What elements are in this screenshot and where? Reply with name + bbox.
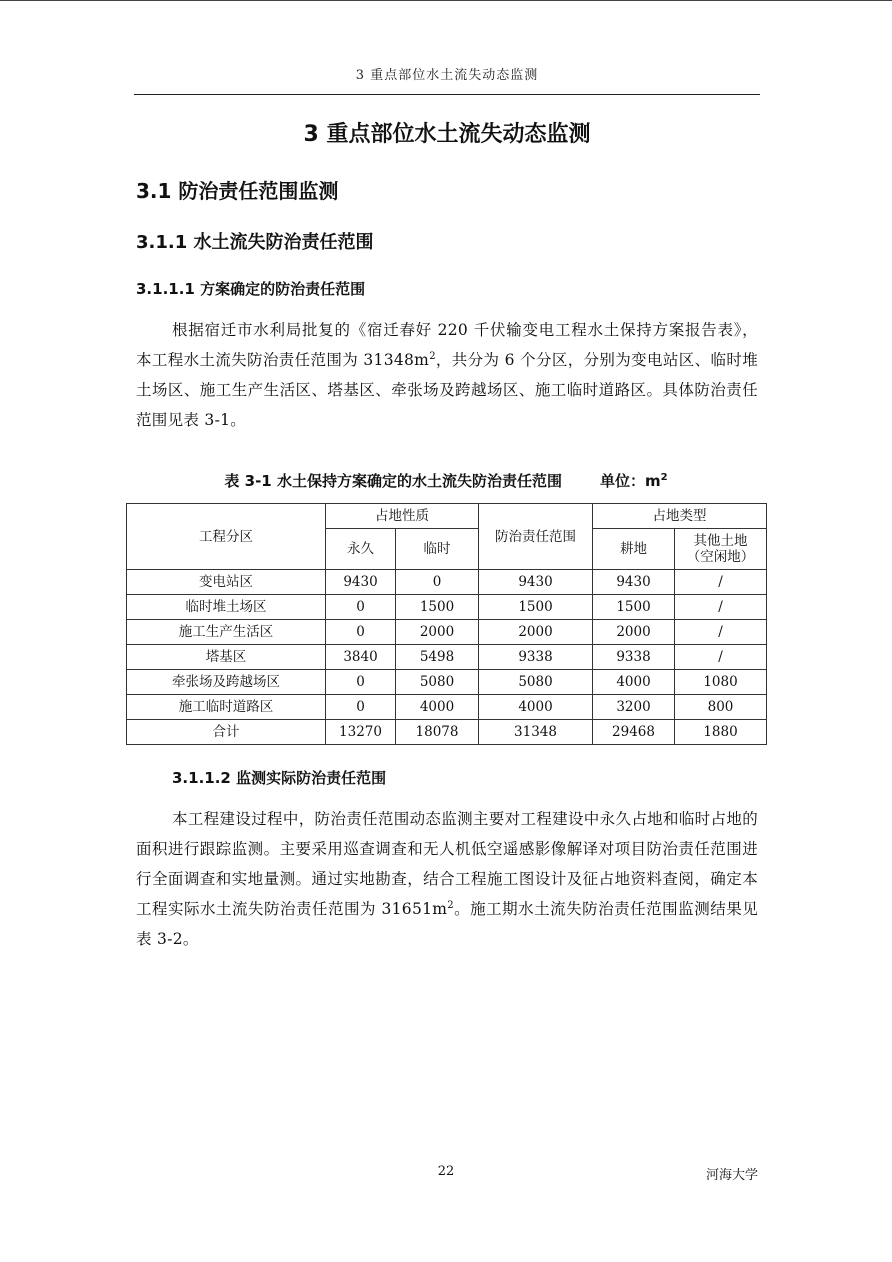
table-cell-temporary: 0 xyxy=(396,570,479,595)
table-cell-farmland: 9430 xyxy=(593,570,675,595)
table-cell-range: 31348 xyxy=(479,720,593,745)
table-cell-permanent: 3840 xyxy=(326,645,396,670)
header-temporary: 临时 xyxy=(396,529,479,570)
paragraph-1-text-b: ，共分为 6 个分区，分别为变电站区、临时堆土场区、施工生产生活区、塔基区、牵张场及跨越场区、施工临时道路区。具体防治责任范围见表 3-1。 xyxy=(136,351,758,429)
table-cell-range: 2000 xyxy=(479,620,593,645)
table-cell-zone: 施工临时道路区 xyxy=(127,695,326,720)
header-farmland: 耕地 xyxy=(593,529,675,570)
subsubsection-heading-1: 3.1.1.1 方案确定的防治责任范围 xyxy=(136,280,366,298)
table-row xyxy=(127,695,767,720)
page-top-border xyxy=(0,0,892,1)
subsubsection-heading-2: 3.1.1.2 监测实际防治责任范围 xyxy=(172,769,387,787)
table-cell-range: 9338 xyxy=(479,645,593,670)
table-caption-title: 表 3-1 水土保持方案确定的水土流失防治责任范围 xyxy=(224,472,562,490)
table-unit-label: 单位：m xyxy=(599,472,661,490)
superscript-2: 2 xyxy=(429,350,436,362)
table-row xyxy=(127,595,767,620)
table-cell-permanent: 0 xyxy=(326,595,396,620)
table-cell-other: 800 xyxy=(675,695,767,720)
table-cell-temporary: 18078 xyxy=(396,720,479,745)
footer-institution: 河海大学 xyxy=(705,1168,758,1183)
table-cell-temporary: 1500 xyxy=(396,595,479,620)
table-unit-sup: 2 xyxy=(660,472,668,483)
table-cell-zone: 塔基区 xyxy=(127,645,326,670)
table-row xyxy=(127,670,767,695)
table-row xyxy=(127,720,767,745)
table-cell-permanent: 0 xyxy=(326,670,396,695)
table-cell-other: / xyxy=(675,620,767,645)
table-cell-farmland: 4000 xyxy=(593,670,675,695)
table-cell-farmland: 29468 xyxy=(593,720,675,745)
paragraph-approved-range xyxy=(136,315,758,435)
table-cell-range: 1500 xyxy=(479,595,593,620)
table-cell-farmland: 9338 xyxy=(593,645,675,670)
superscript-2: 2 xyxy=(447,899,454,911)
header-permanent: 永久 xyxy=(326,529,396,570)
table-cell-other: / xyxy=(675,595,767,620)
table-cell-permanent: 0 xyxy=(326,695,396,720)
table-cell-farmland: 2000 xyxy=(593,620,675,645)
header-other-land-line2: （空闲地） xyxy=(686,549,755,565)
page-number: 22 xyxy=(437,1164,455,1179)
header-land-nature: 占地性质 xyxy=(326,504,479,529)
table-cell-zone: 临时堆土场区 xyxy=(127,595,326,620)
paragraph-2-text-b: 。施工期水土流失防治责任范围监测结果见表 3-2。 xyxy=(136,900,758,948)
table-cell-permanent: 0 xyxy=(326,620,396,645)
table-cell-zone: 合计 xyxy=(127,720,326,745)
chapter-title: 3 重点部位水土流失动态监测 xyxy=(303,122,591,147)
table-row xyxy=(127,620,767,645)
section-heading: 3.1 防治责任范围监测 xyxy=(136,179,339,203)
running-header: 3 重点部位水土流失动态监测 xyxy=(355,68,539,83)
table-header-row-1 xyxy=(127,504,767,529)
table-cell-permanent: 13270 xyxy=(326,720,396,745)
table-caption xyxy=(126,470,766,491)
table-cell-other: 1080 xyxy=(675,670,767,695)
header-land-type: 占地类型 xyxy=(593,504,767,529)
table-cell-temporary: 5498 xyxy=(396,645,479,670)
table-cell-other: 1880 xyxy=(675,720,767,745)
table-cell-other: / xyxy=(675,645,767,670)
header-responsibility-range: 防治责任范围 xyxy=(479,504,593,570)
table-cell-zone: 牵张场及跨越场区 xyxy=(127,670,326,695)
header-other-land-line1: 其他土地 xyxy=(693,533,748,549)
header-zone: 工程分区 xyxy=(127,504,326,570)
table-row xyxy=(127,645,767,670)
table-cell-temporary: 5080 xyxy=(396,670,479,695)
paragraph-1-text-a: 根据宿迁市水利局批复的《宿迁春好 220 千伏输变电工程水土保持方案报告表》，本工程水土流失防治责任范围为 31348m xyxy=(136,321,758,369)
table-cell-temporary: 2000 xyxy=(396,620,479,645)
table-cell-range: 9430 xyxy=(479,570,593,595)
table-cell-temporary: 4000 xyxy=(396,695,479,720)
table-cell-zone: 施工生产生活区 xyxy=(127,620,326,645)
paragraph-2-text-a: 本工程建设过程中，防治责任范围动态监测主要对工程建设中永久占地和临时占地的面积进行跟踪监测。主要采用巡查调查和无人机低空遥感影像解译对项目防治责任范围进行全面调查和实地量测。通过实地勘查，结合工程施工图设计及征占地资料查阅，确定本工程实际水土流失防治责任范围为 31651m xyxy=(136,810,758,918)
table-cell-zone: 变电站区 xyxy=(127,570,326,595)
header-other-land xyxy=(675,529,767,570)
table-cell-range: 5080 xyxy=(479,670,593,695)
table-cell-permanent: 9430 xyxy=(326,570,396,595)
header-rule xyxy=(134,94,760,95)
table-cell-farmland: 1500 xyxy=(593,595,675,620)
table-cell-range: 4000 xyxy=(479,695,593,720)
responsibility-range-table xyxy=(126,503,767,745)
subsection-heading: 3.1.1 水土流失防治责任范围 xyxy=(136,232,374,253)
table-unit xyxy=(600,472,668,490)
paragraph-actual-range xyxy=(136,804,758,954)
table-cell-farmland: 3200 xyxy=(593,695,675,720)
table-cell-other: / xyxy=(675,570,767,595)
table-row xyxy=(127,570,767,595)
